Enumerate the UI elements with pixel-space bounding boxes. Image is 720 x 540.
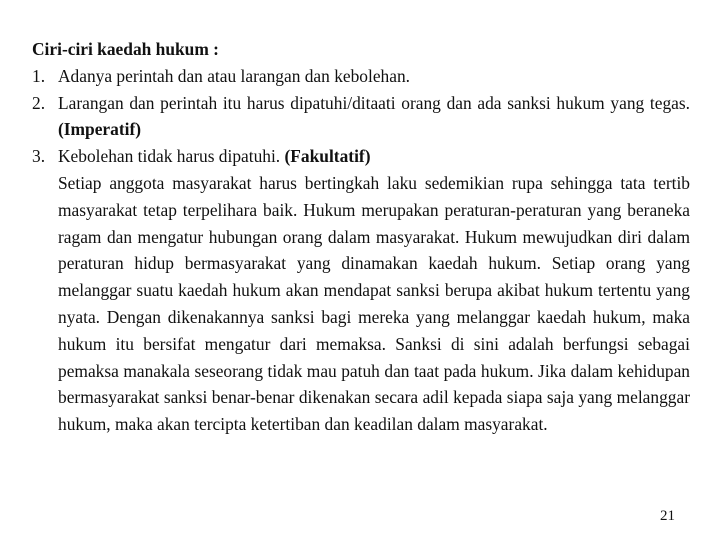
list-tag: (Imperatif) (58, 119, 142, 140)
list-tag: (Fakultatif) (284, 146, 371, 167)
list-number: 1. (32, 65, 46, 86)
slide-heading: Ciri-ciri kaedah hukum : (32, 39, 219, 59)
slide-content (32, 36, 690, 438)
list-number: 2. (32, 92, 46, 113)
list-number: 3. (32, 146, 46, 167)
body-paragraph: Setiap anggota masyarakat harus bertingkah laku sedemikian rupa sehingga tata tertib masyarakat tetap terpelihara baik. Hukum merupakan peraturan-peraturan yang beraneka ragam dan mengatur hubungan orang dalam masyarakat. Hukum mewujudkan diri dalam peraturan hidup bermasyarakat yang dinamakan kaedah hukum. Setiap orang yang melanggar suatu kaedah hukum akan mendapat sanksi berupa akibat hukum tertentu yang nyata. Dengan dikenakannya sanksi bagi mereka yang melanggar kaedah hukum, maka hukum itu bersifat mengatur dari memaksa. Sanksi di sini adalah berfungsi sebagai pemaksa manakala seseorang tidak mau patuh dan taat pada hukum. Jika dalam kehidupan bermasyarakat sanksi benar-benar dikenakan secara adil kepada siapa saja yang melanggar hukum, maka akan tercipta ketertiban dan keadilan dalam masyarakat. (58, 172, 690, 435)
list-text: Larangan dan perintah itu harus dipatuhi/ditaati orang dan ada sanksi hukum yang tegas. (58, 92, 690, 113)
list-item (32, 63, 690, 90)
list-item (32, 90, 690, 144)
list-item (32, 143, 690, 170)
page-number: 21 (660, 508, 675, 524)
list-text: Kebolehan tidak harus dipatuhi. (58, 146, 285, 167)
list-text: Adanya perintah dan atau larangan dan kebolehan. (58, 65, 411, 86)
